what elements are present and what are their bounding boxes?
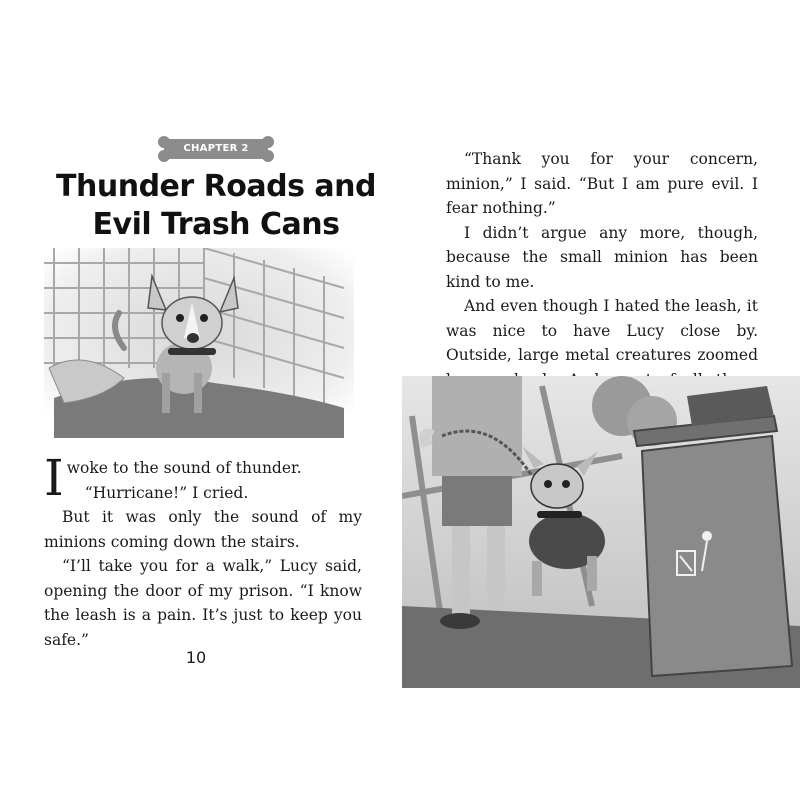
drop-cap: I <box>44 449 64 507</box>
chapter-title-line-1: Thunder Roads and <box>56 169 376 204</box>
page-number: 10 <box>185 648 207 667</box>
paragraph-4: “I’ll take you for a walk,” Lucy said, opening the door of my prison. “I know the leash is a pain. It’s just to keep you safe.” <box>44 557 362 649</box>
paragraph-2: “Hurricane!” I cried. <box>84 483 249 502</box>
chapter-title-line-2: Evil Trash Cans <box>92 207 340 242</box>
chapter-badge-label: CHAPTER 2 <box>183 143 249 154</box>
paragraph-3: And even though I hated the leash, it was nice to have Lucy close by. Outside, large metal creatures zoomed <box>446 294 758 441</box>
chihuahua-in-cage-illustration <box>44 248 354 438</box>
chapter-badge <box>156 136 276 162</box>
chapter-title <box>40 168 392 244</box>
paragraph-3: But it was only the sound of my minions coming down the stairs. <box>44 508 362 551</box>
paragraph-1: I woke to the sound of thunder. <box>44 449 302 507</box>
dog-on-leash-with-trash-can-illustration <box>402 376 800 688</box>
paragraph-1: “Thank you for your concern, minion,” I said. “But I am pure evil. I fear nothing.” <box>446 150 758 217</box>
paragraph-2: I didn’t argue any more, though, because the small minion has been kind to me. <box>446 223 758 291</box>
left-body-text <box>44 449 362 652</box>
